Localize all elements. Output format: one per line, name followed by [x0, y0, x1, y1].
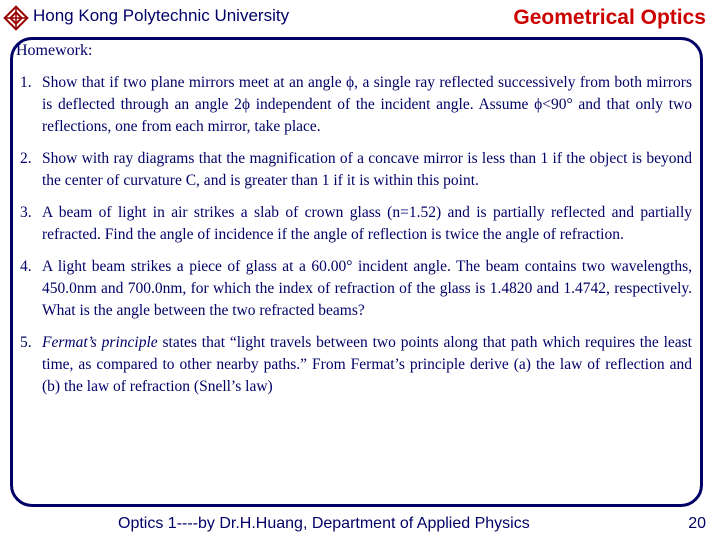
item-text: Show with ray diagrams that the magnification of a concave mirror is less than 1 if the object is beyond the center of curvature C, and is greater than 1 if it is within this point. — [42, 150, 692, 189]
item-number: 2. — [20, 150, 32, 167]
page-number: 20 — [688, 515, 706, 532]
homework-item-5 — [16, 332, 692, 398]
polyu-diamond-logo-icon — [2, 4, 30, 32]
slide-title: Geometrical Optics — [513, 6, 706, 29]
item-text: states that “light travels between two points along that path which requires the least time, as compared to other nearby paths.” From Fermat’s principle derive (a) the law of reflection and (b) the law of refraction (Snell’s law) — [42, 334, 692, 395]
item-number: 5. — [20, 334, 32, 351]
item-text: Show that if two plane mirrors meet at an angle ϕ, a single ray reflected successively from both mirrors is deflected through an angle 2ϕ independent of the incident angle. Assume ϕ<90° and that only two reflections, one from each mirror, take place. — [42, 74, 692, 135]
homework-title: Homework: — [16, 42, 93, 59]
item-number: 1. — [20, 74, 32, 91]
item-term: Fermat’s principle — [42, 334, 158, 351]
item-number: 3. — [20, 204, 32, 221]
homework-section — [16, 40, 692, 408]
item-text: A light beam strikes a piece of glass at a 60.00° incident angle. The beam contains two wavelengths, 450.0nm and 700.0nm, for which the index of refraction of the glass is 1.4820 and 1.4742, respectively. What is the angle between the two refracted beams? — [42, 258, 692, 319]
homework-item-2 — [16, 148, 692, 192]
homework-item-1 — [16, 72, 692, 138]
homework-item-3 — [16, 202, 692, 246]
homework-list — [16, 72, 692, 398]
university-name: Hong Kong Polytechnic University — [33, 6, 290, 25]
item-number: 4. — [20, 258, 32, 275]
item-text: A beam of light in air strikes a slab of crown glass (n=1.52) and is partially reflected and partially refracted. Find the angle of incidence if the angle of reflection is twice the angle of refraction. — [42, 204, 692, 243]
footer-credit: Optics 1----by Dr.H.Huang, Department of Applied Physics — [118, 515, 530, 532]
homework-item-4 — [16, 256, 692, 322]
